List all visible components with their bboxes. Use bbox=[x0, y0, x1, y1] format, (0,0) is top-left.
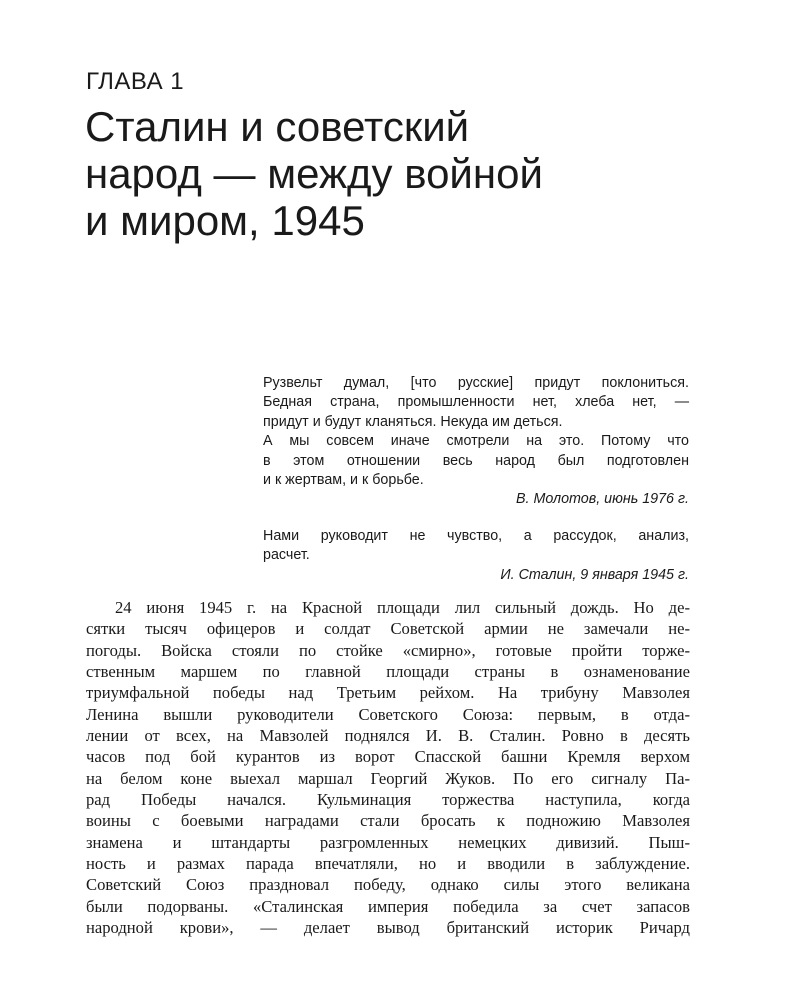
body-line: были подорваны. «Сталинская империя победила за счет запасов bbox=[86, 896, 690, 916]
epigraph-line: А мы совсем иначе смотрели на это. Потому что bbox=[263, 433, 689, 450]
body-line: на белом коне выехал маршал Георгий Жуков. По его сигналу Па- bbox=[86, 768, 690, 788]
epigraph-stalin bbox=[263, 527, 689, 585]
epigraph-attribution: И. Сталин, 9 января 1945 г. bbox=[500, 566, 689, 583]
body-line: триумфальной победы над Третьим рейхом. На трибуну Мавзолея bbox=[86, 683, 690, 703]
body-line: сятки тысяч офицеров и солдат Советской армии не замечали не- bbox=[86, 619, 690, 639]
epigraph-line: в этом отношении весь народ был подготовлен bbox=[263, 452, 689, 469]
body-line: рад Победы начался. Кульминация торжества наступила, когда bbox=[86, 790, 690, 810]
epigraph-line: расчет. bbox=[263, 547, 310, 564]
epigraph-attribution: В. Молотов, июнь 1976 г. bbox=[515, 491, 689, 508]
body-line: часов под бой курантов из ворот Спасской башни Кремля верхом bbox=[86, 747, 690, 767]
epigraph-line: Нами руководит не чувство, а рассудок, анализ, bbox=[263, 527, 689, 544]
body-line: знамена и штандарты разгромленных немецких дивизий. Пыш- bbox=[86, 832, 690, 852]
body-line: лении от всех, на Мавзолей поднялся И. В. Сталин. Ровно в десять bbox=[86, 726, 690, 746]
body-line: 24 июня 1945 г. на Красной площади лил сильный дождь. Но де- bbox=[115, 598, 690, 617]
chapter-title-line: и миром, 1945 bbox=[85, 197, 365, 244]
epigraphs bbox=[263, 374, 689, 585]
epigraph-line: Рузвельт думал, [что русские] придут поклониться. bbox=[263, 375, 689, 391]
body-line: народной крови», — делает вывод британский историк Ричард bbox=[86, 918, 690, 938]
body-line: ственным маршем по главной площади страны в ознаменование bbox=[86, 662, 690, 682]
chapter-label: ГЛАВА 1 bbox=[86, 68, 185, 95]
body-line: Советский Союз праздновал победу, однако силы этого великана bbox=[86, 875, 690, 895]
epigraph-line: Бедная страна, промышленности нет, хлеба нет, — bbox=[263, 394, 689, 411]
chapter-title-line: Сталин и советский bbox=[85, 103, 470, 150]
body-paragraph bbox=[86, 597, 690, 939]
epigraph-line: придут и будут кланяться. Некуда им деться. bbox=[263, 413, 563, 430]
body-line: погоды. Войска стояли по стойке «смирно», готовые пройти торже- bbox=[86, 640, 690, 660]
chapter-title bbox=[85, 103, 725, 244]
epigraph-molotov bbox=[263, 374, 689, 510]
chapter-title-line: народ — между войной bbox=[85, 150, 543, 197]
epigraph-line: и к жертвам, и к борьбе. bbox=[263, 472, 424, 489]
body-line: Ленина вышли руководители Советского Союза: первым, в отда- bbox=[86, 704, 690, 724]
body-line: воины с боевыми наградами стали бросать к подножию Мавзолея bbox=[86, 811, 690, 831]
body-line: ность и размах парада впечатляли, но и вводили в заблуждение. bbox=[86, 854, 690, 874]
